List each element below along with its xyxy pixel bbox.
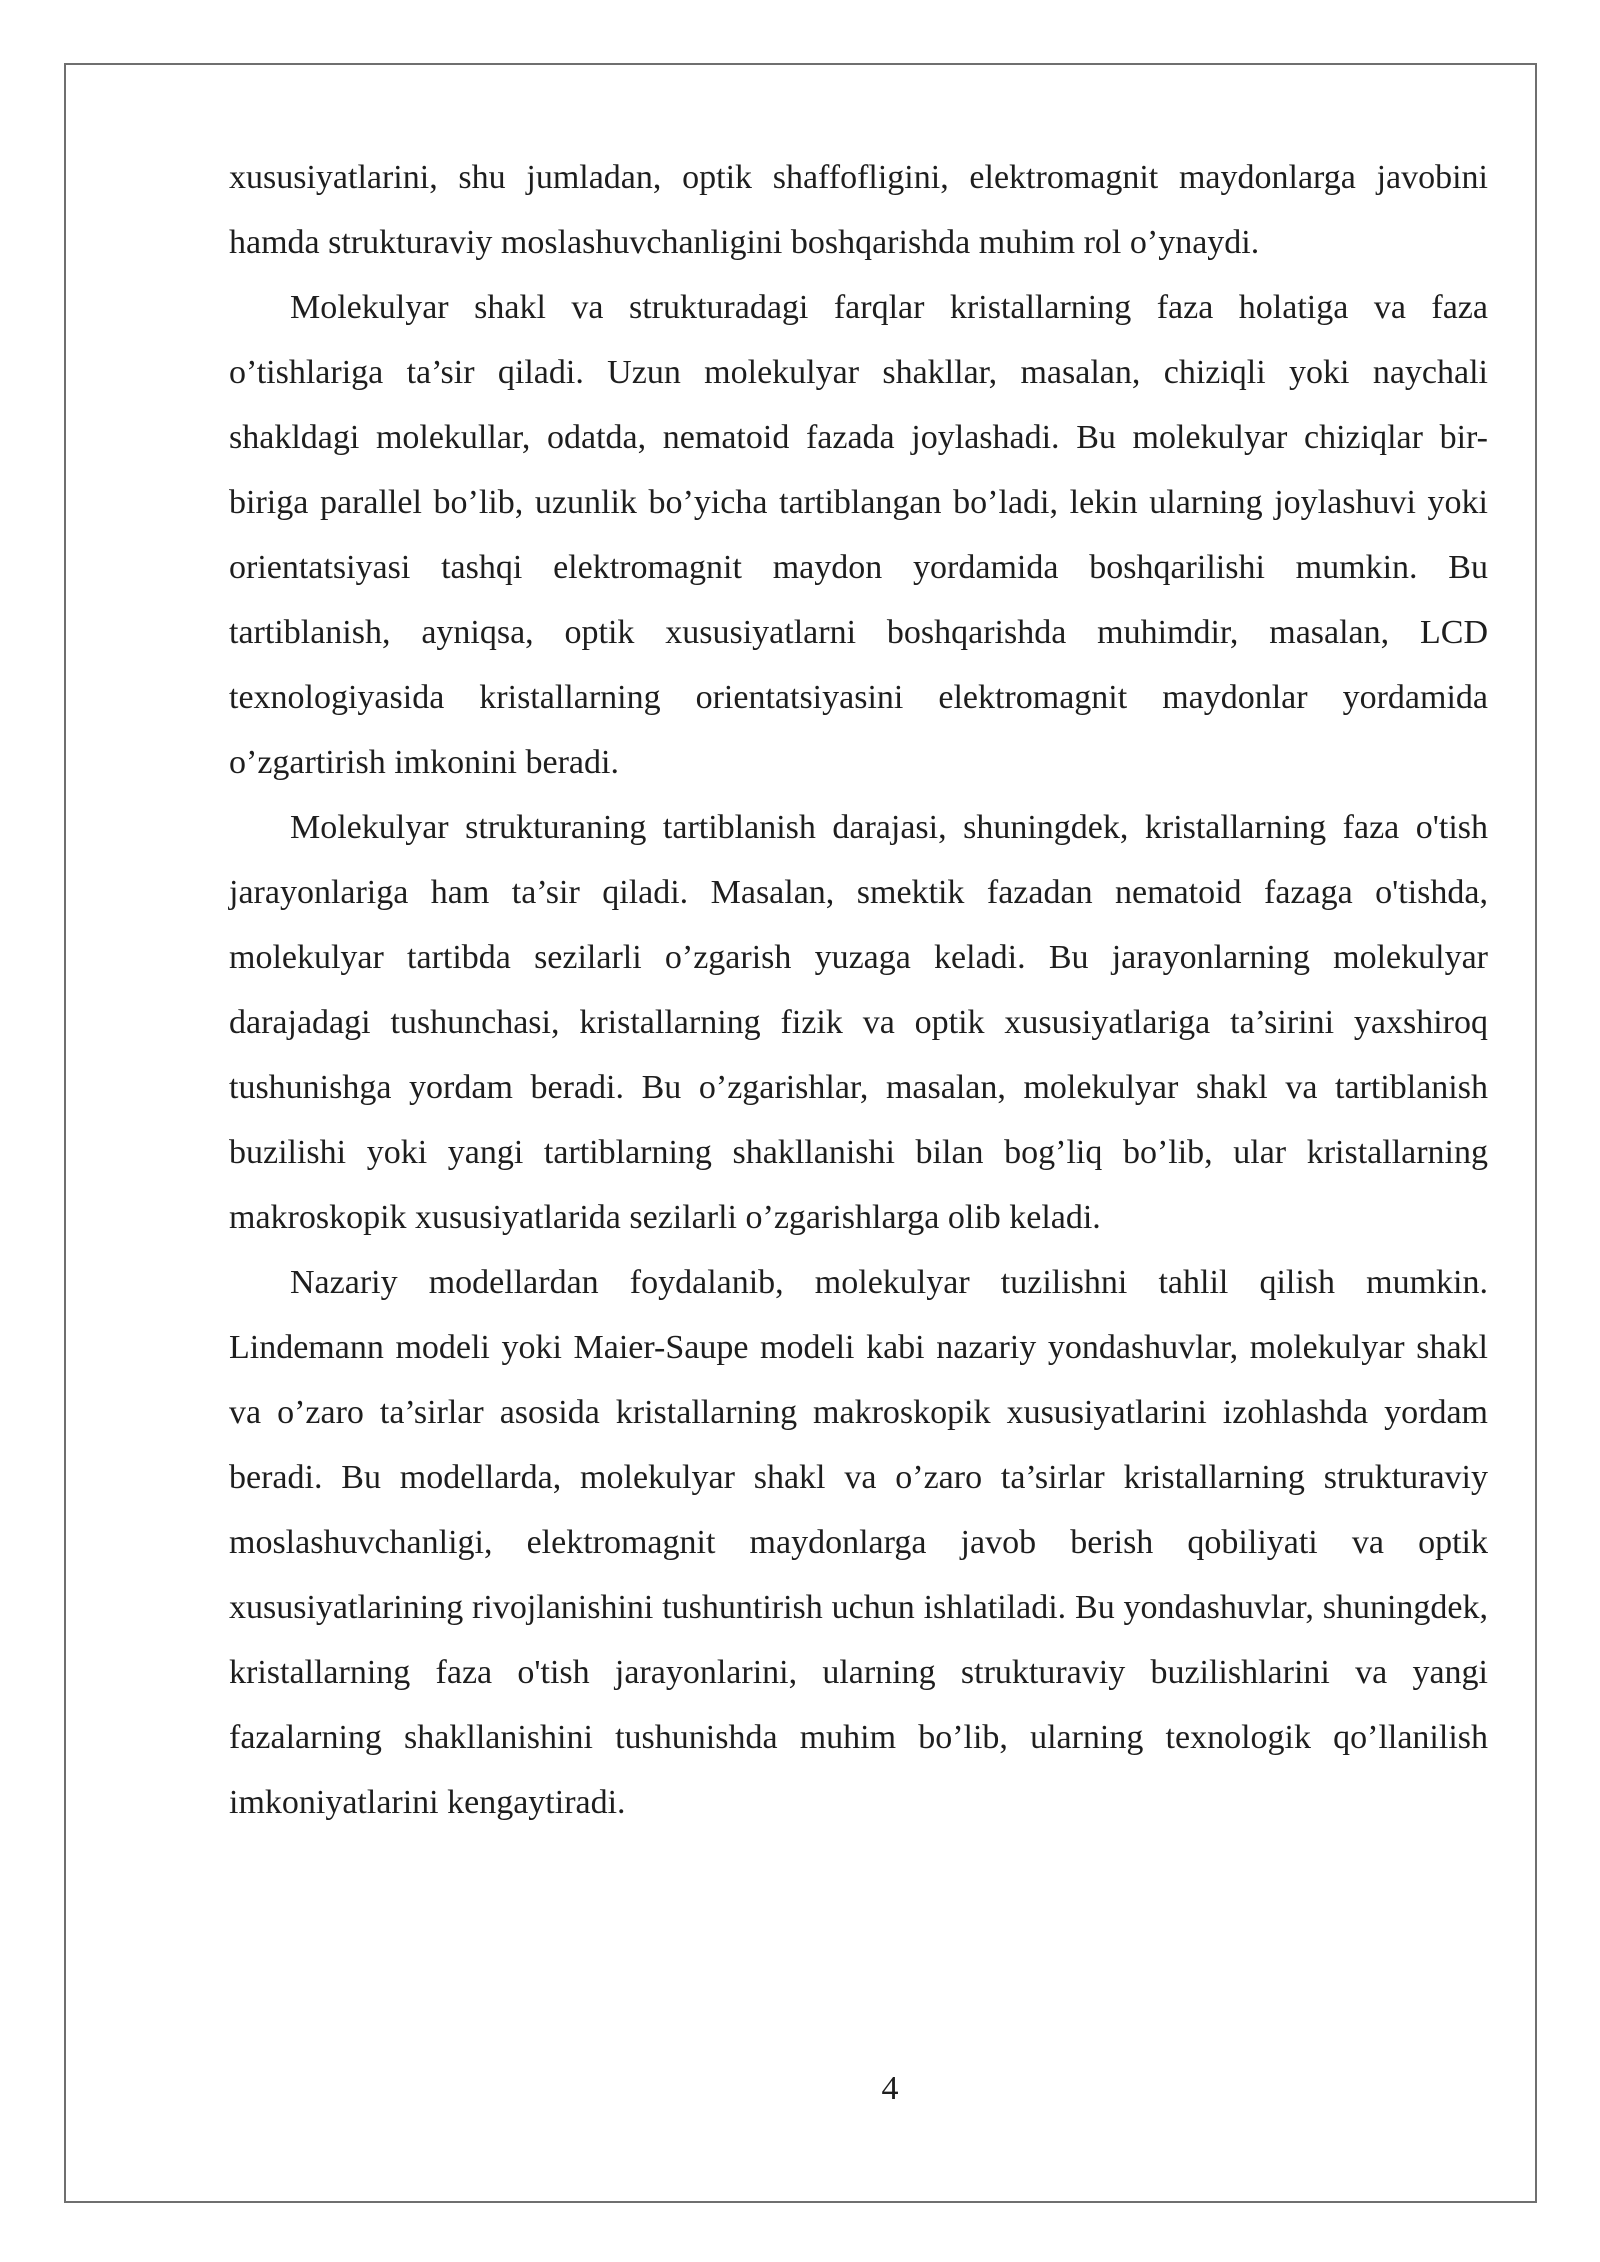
page-number: 4 (881, 2070, 899, 2107)
paragraph-1: xususiyatlarini, shu jumladan, optik shaffofligini, elektromagnit maydonlarga javobini hamda strukturaviy moslashuvchanligini boshqarishda muhim rol o’ynaydi. (229, 159, 1488, 261)
paragraph-4: Nazariy modellardan foydalanib, molekulyar tuzilishni tahlil qilish mumkin. Lindemann modeli yoki Maier-Saupe modeli kabi nazariy yondashuvlar, molekulyar shakl va o’zaro ta’sirlar asosida kristallarning makroskopik xususiyatlarini izohlashda yordam beradi. Bu modellarda, molekulyar shakl va o’zaro ta’sirlar kristallarning strukturaviy moslashuvchanligi, elektromagnit maydonlarga javob berish qobiliyati va optik xususiyatlarining rivojlanishini tushuntirish uchun ishlatiladi. Bu yondashuvlar, shuningdek, kristallarning faza o'tish jarayonlarini, ularning strukturaviy buzilishlarini va yangi fazalarning shakllanishini tushunishda muhim bo’lib, ularning texnologik qo’llanilish imkoniyatlarini kengaytiradi. (229, 1264, 1488, 1821)
document-body (229, 145, 1488, 1835)
paragraph-3: Molekulyar strukturaning tartiblanish darajasi, shuningdek, kristallarning faza o'tish jarayonlariga ham ta’sir qiladi. Masalan, smektik fazadan nematoid fazaga o'tishda, molekulyar tartibda sezilarli o’zgarish yuzaga keladi. Bu jarayonlarning molekulyar darajadagi tushunchasi, kristallarning fizik va optik xususiyatlariga ta’sirini yaxshiroq tushunishga yordam beradi. Bu o’zgarishlar, masalan, molekulyar shakl va tartiblanish buzilishi yoki yangi tartiblarning shakllanishi bilan bog’liq bo’lib, ular kristallarning makroskopik xususiyatlarida sezilarli o’zgarishlarga olib keladi. (229, 809, 1488, 1236)
paragraph-2: Molekulyar shakl va strukturadagi farqlar kristallarning faza holatiga va faza o’tishlariga ta’sir qiladi. Uzun molekulyar shakllar, masalan, chiziqli yoki naychali shakldagi molekullar, odatda, nematoid fazada joylashadi. Bu molekulyar chiziqlar bir-biriga parallel bo’lib, uzunlik bo’yicha tartiblangan bo’ladi, lekin ularning joylashuvi yoki orientatsiyasi tashqi elektromagnit maydon yordamida boshqarilishi mumkin. Bu tartiblanish, ayniqsa, optik xususiyatlarni boshqarishda muhimdir, masalan, LCD texnologiyasida kristallarning orientatsiyasini elektromagnit maydonlar yordamida o’zgartirish imkonini beradi. (229, 289, 1488, 781)
